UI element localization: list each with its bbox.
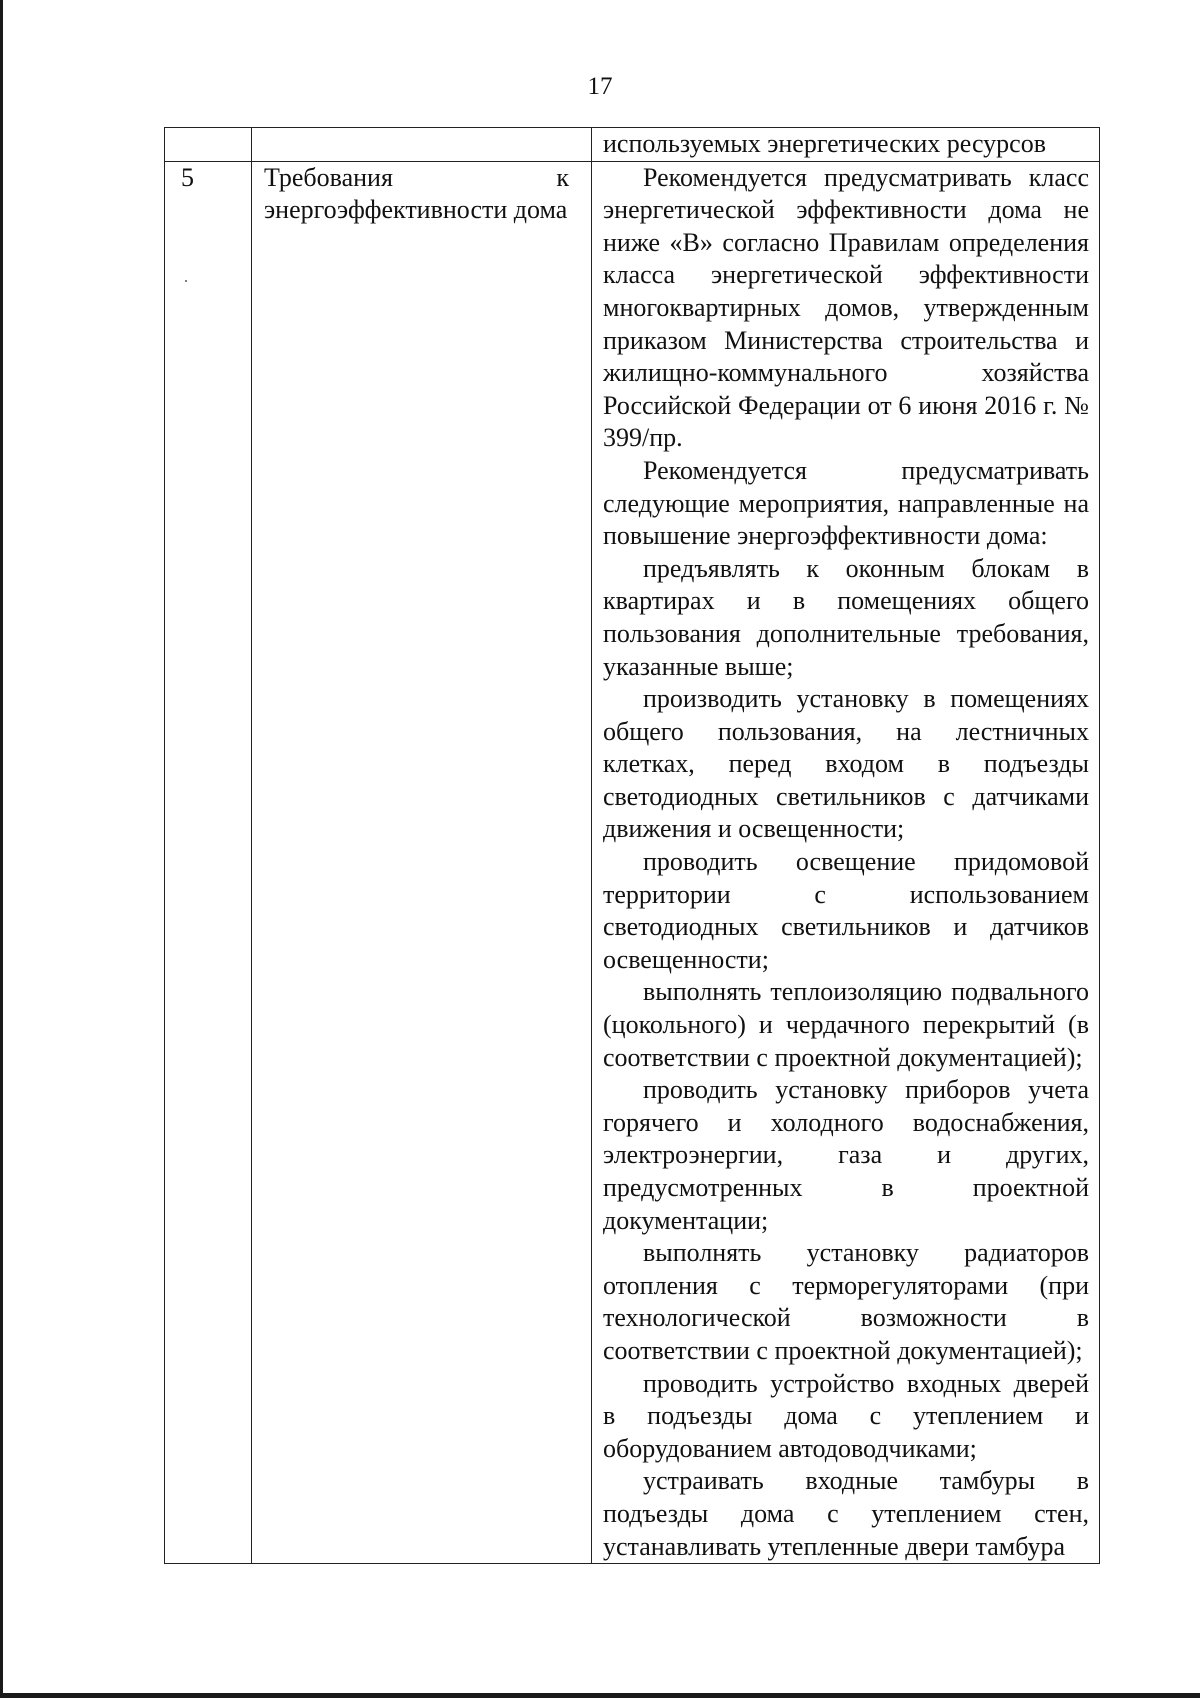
paragraph: предъявлять к оконным блокам в квартирах и в помещениях общего пользования дополнительные требования, указанные выше; <box>603 553 1089 681</box>
paragraph: выполнять установку радиаторов отопления с терморегуляторами (при технологической возможности в соответствии с проектной документацией); <box>603 1238 1089 1365</box>
continuation-number-cell <box>165 128 252 162</box>
scan-speck <box>185 280 187 282</box>
paragraph: Рекомендуется предусматривать следующие мероприятия, направленные на повышение энергоэффективности дома: <box>603 455 1089 551</box>
scan-border-left <box>0 0 3 1698</box>
paragraph: выполнять теплоизоляцию подвального (цокольного) и чердачного перекрытий (в соответствии с проектной документацией); <box>603 977 1089 1072</box>
paragraph: производить установку в помещениях общего пользования, на лестничных клетках, перед входом в подъезды светодиодных светильников с датчиками движения и освещенности; <box>603 684 1089 844</box>
paragraph: проводить установку приборов учета горячего и холодного водоснабжения, электроэнергии, газа и других, предусмотренных в проектной документации; <box>603 1075 1089 1235</box>
paragraph: проводить освещение придомовой территории с использованием светодиодных светильников и датчиков освещенности; <box>603 847 1089 974</box>
paragraph: устраивать входные тамбуры в подъезды дома с утеплением стен, устанавливать утепленные двери тамбура <box>603 1466 1089 1561</box>
continuation-name-cell <box>252 128 592 162</box>
page-number: 17 <box>587 73 613 100</box>
scan-border-bottom <box>0 1693 1200 1698</box>
row-text-cell <box>592 161 1100 1564</box>
paragraph: проводить устройство входных дверей в подъезды дома с утеплением и оборудованием автодоводчиками; <box>603 1368 1089 1463</box>
row-name-cell <box>252 161 592 1564</box>
row-number: 5 <box>181 162 194 192</box>
continuation-text-cell <box>592 128 1100 162</box>
row-number-cell <box>165 161 252 1564</box>
paragraph: Рекомендуется предусматривать класс энергетической эффективности дома не ниже «В» согласно Правилам определения класса энергетической эффективности многоквартирных домов, утвержденным приказом Министерства строительства и жилищно-коммунального хозяйства Российской Федерации от 6 июня 2016 г. № 399/пр. <box>603 162 1089 453</box>
continuation-text: используемых энергетических ресурсов <box>603 129 1047 158</box>
table-row-continuation <box>165 128 1100 162</box>
requirements-table <box>164 127 1100 1564</box>
requirement-name: Требования к энергоэффективности дома <box>264 162 569 225</box>
table-row <box>165 161 1100 1564</box>
